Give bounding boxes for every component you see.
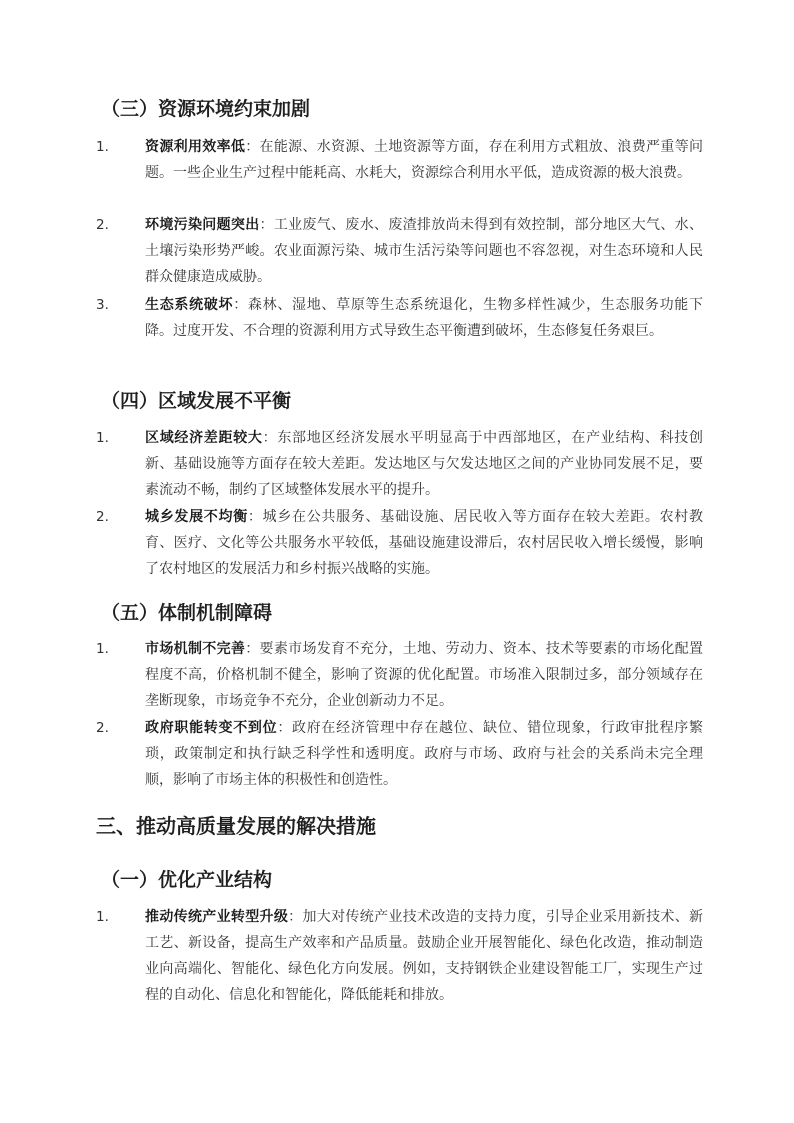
list-item-body: ：政府在经济管理中存在越位、缺位、错位现象，行政审批程序繁琐，政策制定和执行缺乏科学性和透明度。政府与市场、政府与社会的关系尚未完全理顺，影响了市场主体的积极性和创造性。	[145, 720, 704, 788]
list-number: 1.	[96, 139, 109, 155]
list-number: 3.	[96, 297, 109, 313]
list-item	[96, 212, 706, 290]
list-item-text	[145, 715, 703, 793]
list-number: 1.	[96, 430, 109, 446]
list-item-body: ：森林、湿地、草原等生态系统退化，生物多样性减少，生态服务功能下降。过度开发、不合理的资源利用方式导致生态平衡遭到破坏，生态修复任务艰巨。	[145, 297, 704, 339]
list-item-body: ：东部地区经济发展水平明显高于中西部地区，在产业结构、科技创新、基础设施等方面存在较大差距。发达地区与欠发达地区之间的产业协同发展不足，要素流动不畅，制约了区域整体发展水平的提升。	[145, 430, 704, 498]
section-heading-optimize-industry: （一）优化产业结构	[101, 869, 273, 891]
list-item-term: 区域经济差距较大	[145, 430, 263, 446]
list-item-term: 政府职能转变不到位	[145, 720, 278, 736]
list-number: 1.	[96, 909, 109, 925]
list-item-body: ：要素市场发育不充分，土地、劳动力、资本、技术等要素的市场化配置程度不高，价格机制不健全，影响了资源的优化配置。市场准入限制过多，部分领域存在垄断现象，市场竞争不充分，企业创新动力不足。	[145, 641, 704, 709]
section-heading-resource-environment: （三）资源环境约束加剧	[101, 98, 311, 120]
list-item-text	[145, 212, 703, 290]
list-item-term: 推动传统产业转型升级	[145, 909, 289, 925]
list-item-body: ：加大对传统产业技术改造的支持力度，引导企业采用新技术、新工艺、新设备，提高生产效率和产品质量。鼓励企业开展智能化、绿色化改造，推动制造业向高端化、智能化、绿色化方向发展。例如，支持钢铁企业建设智能工厂，实现生产过程的自动化、信息化和智能化，降低能耗和排放。	[145, 909, 704, 1003]
list-number: 2.	[96, 509, 109, 525]
list-item-text	[145, 425, 703, 503]
list-item-text	[145, 504, 703, 582]
list-item-term: 生态系统破坏	[145, 297, 234, 313]
list-item-term: 市场机制不完善	[145, 641, 246, 657]
list-item-text	[145, 904, 703, 1008]
section-heading-regional-imbalance: （四）区域发展不平衡	[101, 390, 292, 412]
list-number: 2.	[96, 720, 109, 736]
list-item-term: 环境污染问题突出	[145, 217, 260, 233]
section-heading-institutional-barriers: （五）体制机制障碍	[101, 602, 273, 624]
list-item	[96, 636, 706, 714]
list-item-body: ：城乡在公共服务、基础设施、居民收入等方面存在较大差距。农村教育、医疗、文化等公共服务水平较低，基础设施建设滞后，农村居民收入增长缓慢，影响了农村地区的发展活力和乡村振兴战略的实施。	[145, 509, 704, 577]
list-item-text	[145, 636, 703, 714]
list-item-term: 资源利用效率低	[145, 139, 246, 155]
list-item	[96, 904, 706, 1008]
list-number: 2.	[96, 217, 109, 233]
list-item-body: ：在能源、水资源、土地资源等方面，存在利用方式粗放、浪费严重等问题。一些企业生产过程中能耗高、水耗大，资源综合利用水平低，造成资源的极大浪费。	[145, 139, 704, 181]
list-item-term: 城乡发展不均衡	[145, 509, 248, 525]
list-item-body: ：工业废气、废水、废渣排放尚未得到有效控制，部分地区大气、水、土壤污染形势严峻。农业面源污染、城市生活污染等问题也不容忽视，对生态环境和人民群众健康造成威胁。	[145, 217, 704, 285]
list-item-text	[145, 292, 703, 344]
list-item	[96, 715, 706, 793]
list-number: 1.	[96, 641, 109, 657]
list-item-text	[145, 134, 703, 186]
list-item	[96, 425, 706, 503]
list-item	[96, 292, 706, 344]
list-item	[96, 134, 706, 186]
chapter-heading-solutions: 三、推动高质量发展的解决措施	[96, 814, 376, 838]
list-item	[96, 504, 706, 582]
